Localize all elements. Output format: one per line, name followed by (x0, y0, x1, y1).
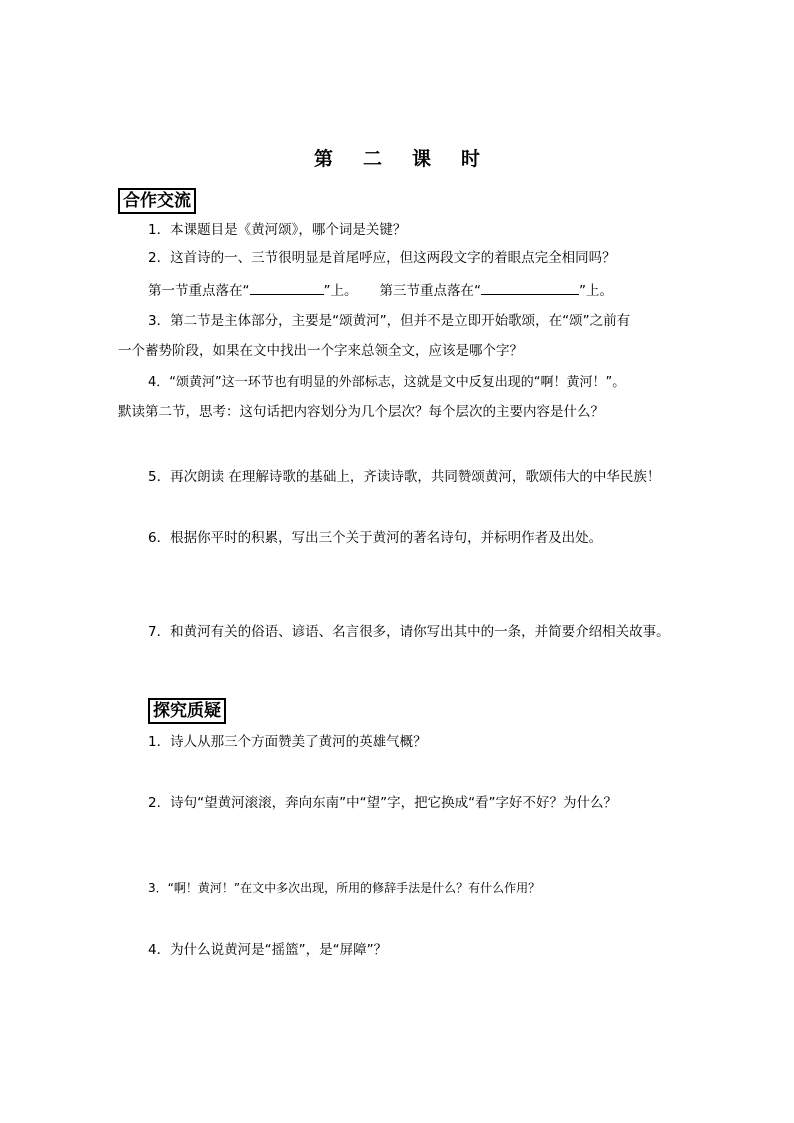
inquiry-question-1: 1．诗人从那三个方面赞美了黄河的英雄气概？ (148, 734, 427, 750)
fill-prefix-2: 第三节重点落在“ (379, 283, 481, 299)
fill-prefix-1: 第一节重点落在“ (148, 283, 250, 299)
inquiry-question-4: 4．为什么说黄河是“摇篮”，是“屏障”？ (148, 942, 388, 958)
question-2-fill-line (148, 280, 613, 301)
title-char: 时 (461, 148, 481, 170)
question-5: 5．再次朗读 在理解诗歌的基础上，齐读诗歌，共同赞颂黄河，歌颂伟大的中华民族！ (148, 469, 661, 485)
question-3-line-2: 一个蓄势阶段，如果在文中找出一个字来总领全文，应该是哪个字？ (118, 343, 523, 359)
question-7: 7．和黄河有关的俗语、谚语、名言很多，请你写出其中的一条，并简要介绍相关故事。 (148, 624, 670, 640)
question-1: 1．本课题目是《黄河颂》，哪个词是关键？ (148, 222, 407, 238)
answer-blank-1[interactable] (250, 280, 324, 295)
fill-suffix-1: ”上。 (323, 283, 358, 299)
section-heading-inquiry: 探究质疑 (148, 698, 226, 724)
section-heading-cooperation: 合作交流 (118, 188, 196, 214)
fill-suffix-2: ”上。 (579, 283, 613, 299)
answer-blank-2[interactable] (481, 280, 579, 295)
inquiry-question-2: 2．诗句“望黄河滚滚，奔向东南”中“望”字，把它换成“看”字好不好？为什么？ (148, 795, 618, 811)
title-char: 第 (313, 148, 333, 170)
question-4-line-2: 默读第二节，思考：这句话把内容划分为几个层次？每个层次的主要内容是什么？ (118, 404, 604, 420)
page-title (0, 146, 794, 172)
title-char: 课 (412, 148, 432, 170)
title-char: 二 (362, 148, 382, 170)
inquiry-question-3: 3．“啊！黄河！”在文中多次出现，所用的修辞手法是什么？有什么作用？ (148, 881, 541, 895)
question-6: 6．根据你平时的积累，写出三个关于黄河的著名诗句，并标明作者及出处。 (148, 530, 603, 546)
question-2: 2．这首诗的一、三节很明显是首尾呼应，但这两段文字的着眼点完全相同吗？ (148, 250, 616, 266)
question-4-line-1: 4．“颂黄河”这一环节也有明显的外部标志，这就是文中反复出现的“啊！黄河！”。 (148, 375, 626, 390)
question-3-line-1: 3．第二节是主体部分，主要是“颂黄河”，但并不是立即开始歌颂，在“颂”之前有 (148, 313, 631, 329)
